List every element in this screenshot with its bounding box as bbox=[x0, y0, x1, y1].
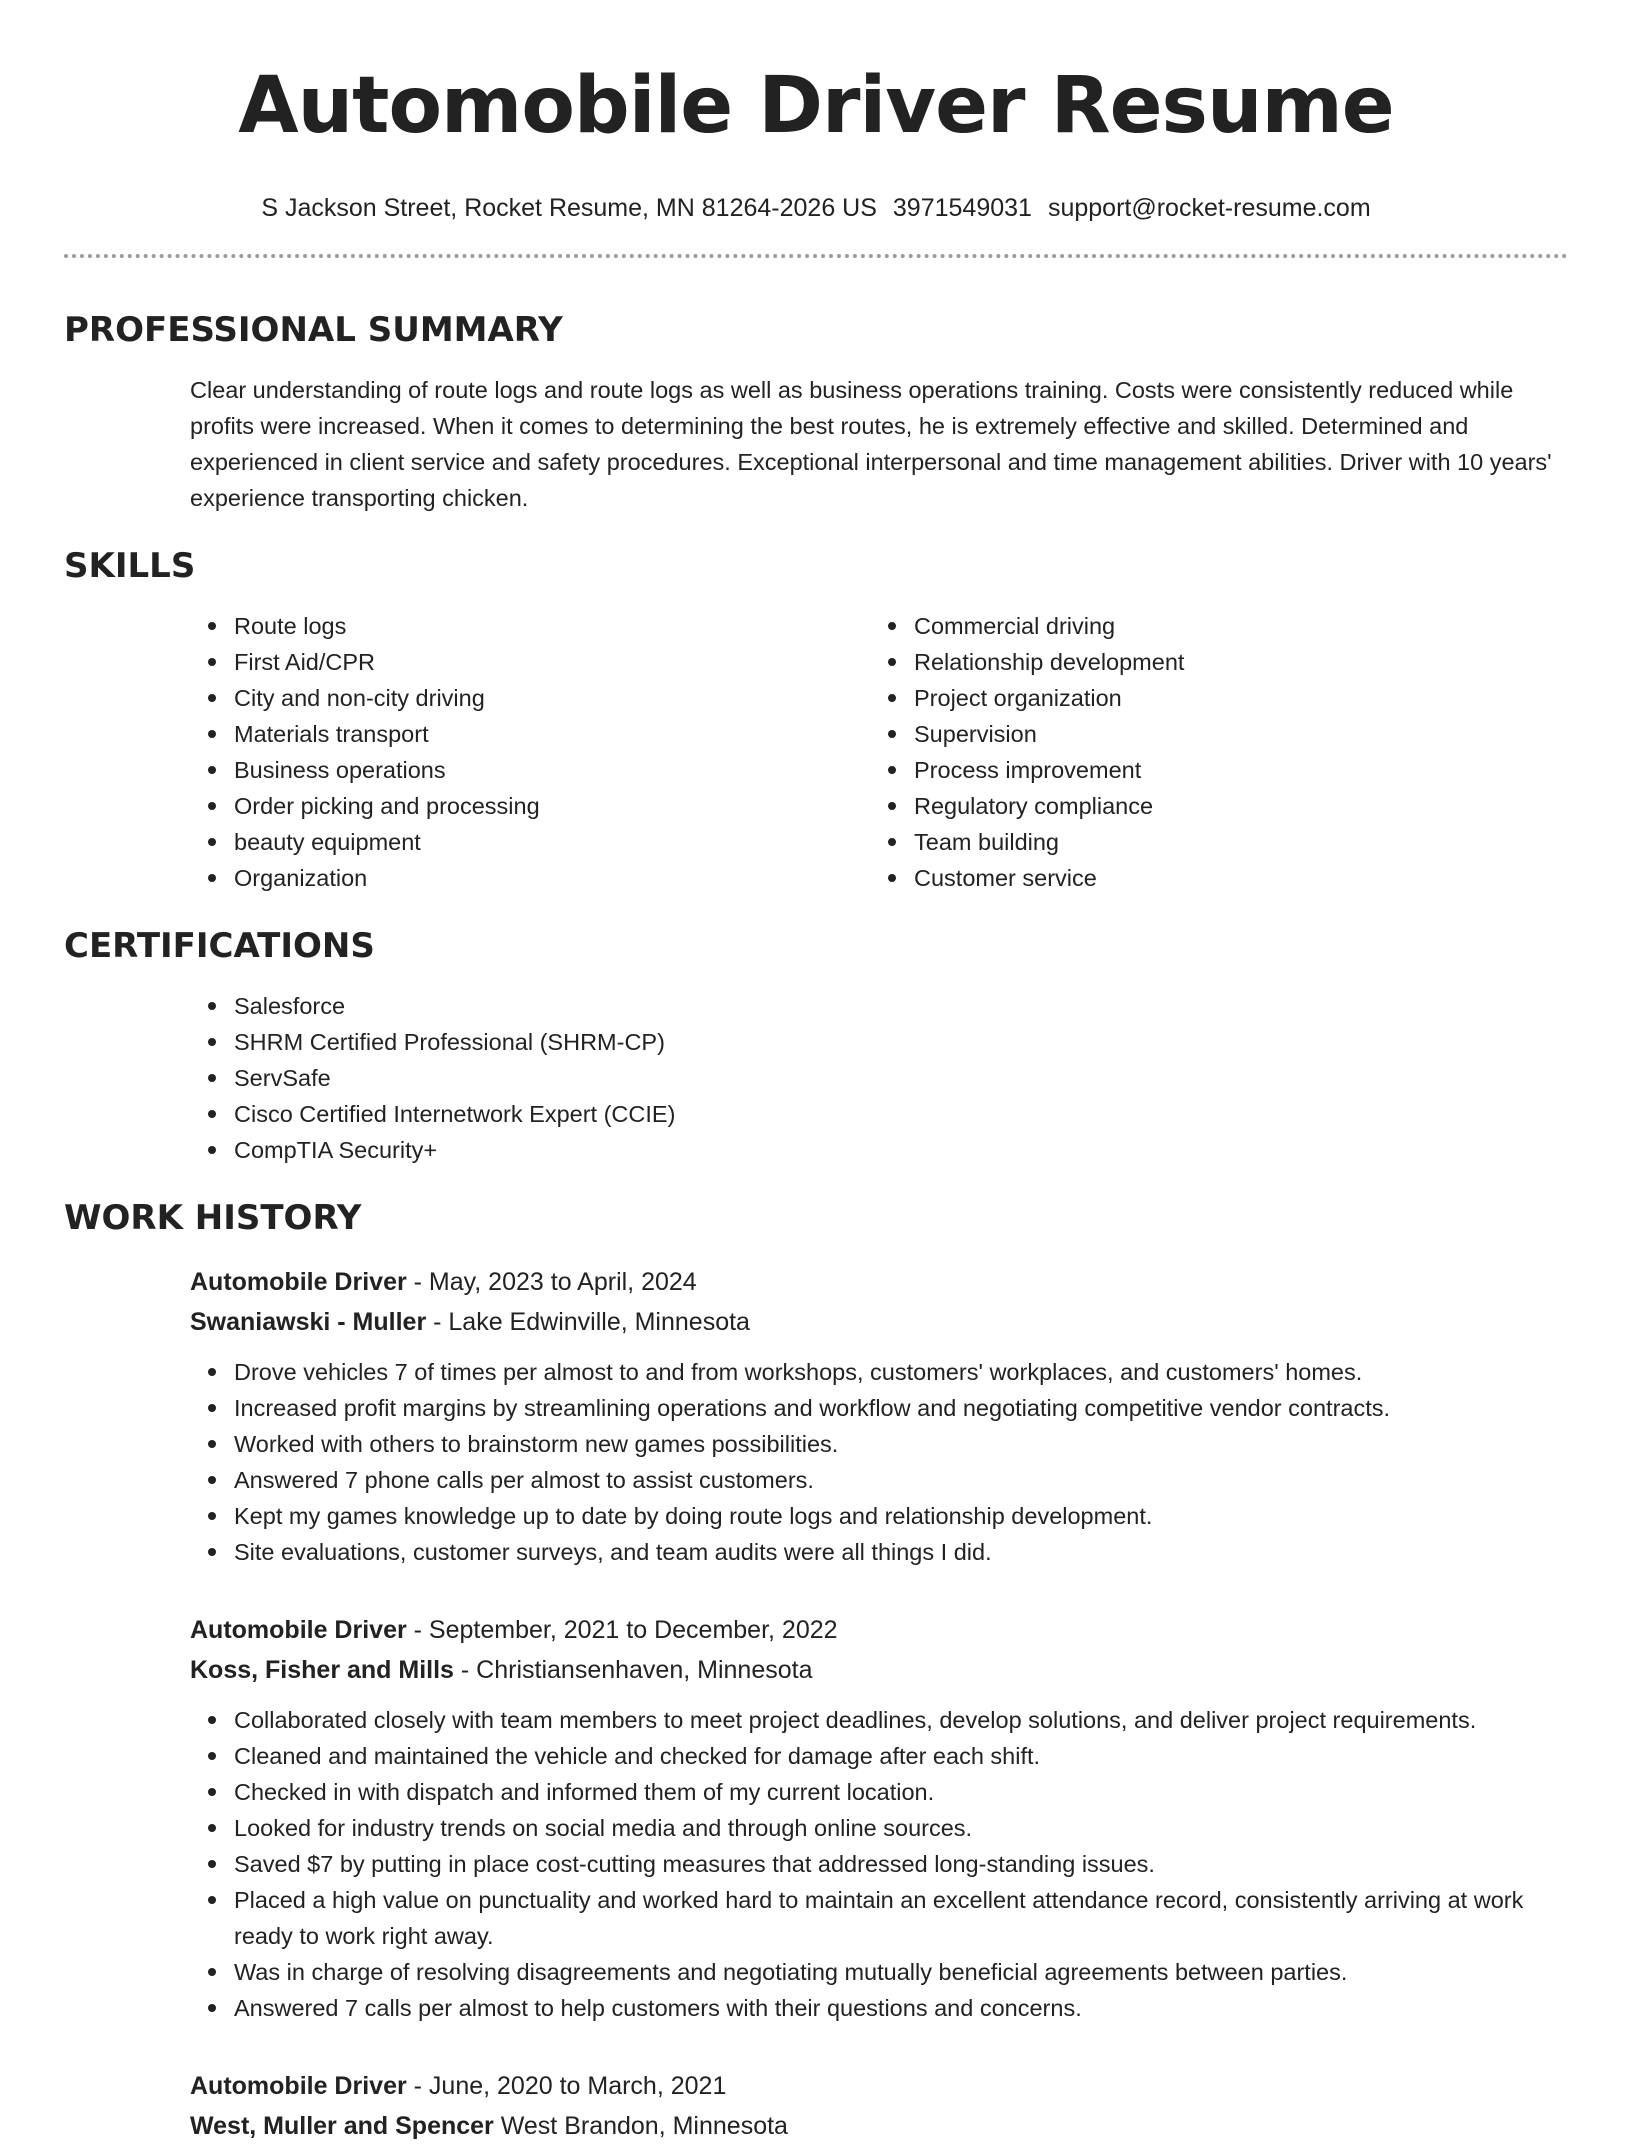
job-location: - Christiansenhaven, Minnesota bbox=[453, 1656, 813, 1684]
job-location: - Lake Edwinville, Minnesota bbox=[426, 1308, 750, 1336]
certification-item: CompTIA Security+ bbox=[190, 1132, 1568, 1168]
skill-item: Customer service bbox=[870, 860, 1550, 896]
job-title-line bbox=[190, 1610, 1568, 1650]
job-company-line bbox=[190, 1650, 1568, 1690]
contact-line bbox=[64, 192, 1568, 224]
job-duty: Drove vehicles 7 of times per almost to and from workshops, customers' workplaces, and customers' homes. bbox=[190, 1354, 1568, 1390]
job-duties-list bbox=[190, 1354, 1568, 1570]
contact-address: S Jackson Street, Rocket Resume, MN 81264-2026 US bbox=[261, 194, 877, 222]
job-company: Swaniawski - Muller bbox=[190, 1308, 427, 1336]
job-entry bbox=[64, 2066, 1568, 2146]
section-heading-skills: SKILLS bbox=[64, 546, 196, 586]
skill-item: Order picking and processing bbox=[190, 788, 870, 824]
job-dates: - June, 2020 to March, 2021 bbox=[406, 2072, 727, 2100]
job-title: Automobile Driver bbox=[190, 1616, 407, 1644]
job-duty: Worked with others to brainstorm new games possibilities. bbox=[190, 1426, 1568, 1462]
skill-item: Commercial driving bbox=[870, 608, 1550, 644]
job-dates: - September, 2021 to December, 2022 bbox=[406, 1616, 838, 1644]
skill-item: Relationship development bbox=[870, 644, 1550, 680]
job-dates: - May, 2023 to April, 2024 bbox=[406, 1268, 697, 1296]
job-duties-list bbox=[190, 1702, 1568, 2026]
section-heading-summary: PROFESSIONAL SUMMARY bbox=[64, 310, 563, 350]
contact-email: support@rocket-resume.com bbox=[1047, 194, 1371, 222]
skills-section bbox=[64, 544, 1568, 896]
job-title-line bbox=[190, 2066, 1568, 2106]
skills-grid bbox=[64, 608, 1568, 896]
certification-item: SHRM Certified Professional (SHRM-CP) bbox=[190, 1024, 1568, 1060]
job-duty: Collaborated closely with team members to meet project deadlines, develop solutions, and deliver project requirements. bbox=[190, 1702, 1568, 1738]
header-divider bbox=[64, 254, 1568, 258]
job-duty: Saved $7 by putting in place cost-cutting measures that addressed long-standing issues. bbox=[190, 1846, 1568, 1882]
skill-item: City and non-city driving bbox=[190, 680, 870, 716]
job-duty: Kept my games knowledge up to date by doing route logs and relationship development. bbox=[190, 1498, 1568, 1534]
job-title-line bbox=[190, 1262, 1568, 1302]
job-company: Koss, Fisher and Mills bbox=[190, 1656, 454, 1684]
skill-item: Materials transport bbox=[190, 716, 870, 752]
certification-item: Salesforce bbox=[190, 988, 1568, 1024]
job-duty: Placed a high value on punctuality and worked hard to maintain an excellent attendance record, consistently arriving at work ready to work right away. bbox=[190, 1882, 1568, 1954]
skills-list-left bbox=[190, 608, 870, 896]
certifications-section bbox=[64, 924, 1568, 1168]
job-entry bbox=[64, 1610, 1568, 2026]
skill-item: Business operations bbox=[190, 752, 870, 788]
job-duty: Looked for industry trends on social media and through online sources. bbox=[190, 1810, 1568, 1846]
job-location: West Brandon, Minnesota bbox=[500, 2112, 788, 2140]
skill-item: Project organization bbox=[870, 680, 1550, 716]
job-entry bbox=[64, 1262, 1568, 1570]
section-heading-certifications: CERTIFICATIONS bbox=[64, 926, 375, 966]
job-duty: Checked in with dispatch and informed them of my current location. bbox=[190, 1774, 1568, 1810]
skills-list-right bbox=[870, 608, 1550, 896]
job-title: Automobile Driver bbox=[190, 2072, 407, 2100]
skill-item: Organization bbox=[190, 860, 870, 896]
skill-item: Regulatory compliance bbox=[870, 788, 1550, 824]
job-duty: Increased profit margins by streamlining operations and workflow and negotiating competitive vendor contracts. bbox=[190, 1390, 1568, 1426]
section-heading-work-history: WORK HISTORY bbox=[64, 1198, 362, 1238]
skill-item: Process improvement bbox=[870, 752, 1550, 788]
skill-item: Route logs bbox=[190, 608, 870, 644]
job-company-line bbox=[190, 1302, 1568, 1342]
skill-item: Team building bbox=[870, 824, 1550, 860]
professional-summary-section bbox=[64, 308, 1568, 516]
resume-title: Automobile Driver Resume bbox=[238, 61, 1394, 151]
job-duty: Was in charge of resolving disagreements and negotiating mutually beneficial agreements between parties. bbox=[190, 1954, 1568, 1990]
job-duty: Answered 7 phone calls per almost to assist customers. bbox=[190, 1462, 1568, 1498]
job-company: West, Muller and Spencer bbox=[190, 2112, 494, 2140]
job-company-line bbox=[190, 2106, 1568, 2146]
job-duty: Site evaluations, customer surveys, and team audits were all things I did. bbox=[190, 1534, 1568, 1570]
job-duty: Answered 7 calls per almost to help customers with their questions and concerns. bbox=[190, 1990, 1568, 2026]
contact-phone: 3971549031 bbox=[892, 194, 1032, 222]
certifications-list bbox=[64, 988, 1568, 1168]
skill-item: Supervision bbox=[870, 716, 1550, 752]
certification-item: Cisco Certified Internetwork Expert (CCIE) bbox=[190, 1096, 1568, 1132]
job-duty: Cleaned and maintained the vehicle and checked for damage after each shift. bbox=[190, 1738, 1568, 1774]
certification-item: ServSafe bbox=[190, 1060, 1568, 1096]
summary-text: Clear understanding of route logs and route logs as well as business operations training. Costs were consistently reduced while profits were increased. When it comes to determining the best routes, he is extremely effective and skilled. Determined and experienced in client service and safety procedures. Exceptional interpersonal and time management abilities. Driver with 10 years' experience transporting chicken. bbox=[190, 377, 1552, 511]
skill-item: beauty equipment bbox=[190, 824, 870, 860]
job-title: Automobile Driver bbox=[190, 1268, 407, 1296]
skill-item: First Aid/CPR bbox=[190, 644, 870, 680]
work-history-section bbox=[64, 1196, 1568, 2146]
